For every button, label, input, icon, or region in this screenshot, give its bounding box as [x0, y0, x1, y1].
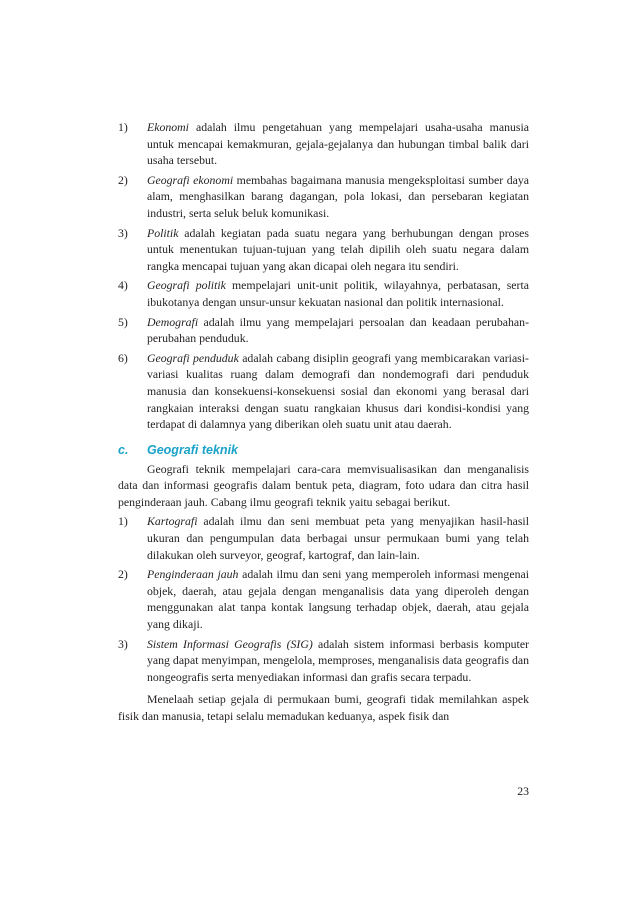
item-term: Demografi [147, 314, 199, 329]
item-number: 4) [118, 278, 128, 293]
technique-list [118, 513, 529, 685]
item-text: adalah ilmu dan seni membuat peta yang menyajikan hasil-hasil ukuran dan pengumpulan data berbagai unsur permukaan bumi yang telah dilakukan oleh surveyor, geograf, kartograf, dan lain-lain. [147, 514, 529, 562]
item-term: Sistem Informasi Geografis (SIG) [147, 636, 313, 651]
item-term: Geografi penduduk [147, 350, 239, 365]
page-content [118, 119, 529, 728]
item-text: membahas bagaimana manusia mengeksploitasi sumber daya alam, menghasilkan barang dagangan, pola lokasi, dan persebaran kegiatan industri, serta seluk beluk komunikasi. [147, 172, 529, 220]
closing-paragraph: Menelaah setiap gejala di permukaan bumi, geografi tidak memilahkan aspek fisik dan manusia, tetapi selalu memadukan keduanya, aspek fisik dan [118, 692, 529, 723]
page-number: 23 [517, 784, 529, 798]
item-term: Politik [147, 225, 179, 240]
list-item [118, 636, 529, 686]
item-text: adalah ilmu yang mempelajari persoalan dan keadaan perubahan-perubahan penduduk. [147, 314, 529, 346]
item-number: 6) [118, 350, 128, 365]
item-term: Kartografi [147, 514, 198, 529]
geography-list [118, 119, 529, 433]
item-text: adalah ilmu pengetahuan yang mempelajari usaha-usaha manusia untuk mencapai kemakmuran, gejala-gejalanya dan hubungan timbal balik dari usaha tersebut. [147, 120, 529, 168]
item-text: adalah sistem informasi berbasis komputer yang dapat menyimpan, mengelola, memproses, menganalisis data geografis dan nongeografis serta menyediakan informasi dan grafis secara terpadu. [147, 636, 529, 684]
list-item [118, 119, 529, 169]
section-letter: c. [118, 442, 129, 457]
section-heading [118, 441, 529, 459]
item-number: 2) [118, 172, 128, 187]
item-term: Penginderaan jauh [147, 567, 239, 582]
list-item [118, 350, 529, 433]
item-number: 2) [118, 567, 128, 582]
list-item [118, 225, 529, 275]
list-item [118, 277, 529, 310]
item-text: adalah ilmu dan seni yang memperoleh informasi mengenai objek, daerah, atau gejala dengan menganalisis data yang diperoleh dengan menggunakan alat tanpa kontak langsung terhadap objek, daerah, atau gejala yang dikaji. [147, 567, 529, 632]
item-number: 3) [118, 636, 128, 651]
item-number: 5) [118, 314, 128, 329]
item-number: 3) [118, 225, 128, 240]
item-number: 1) [118, 514, 128, 529]
list-item [118, 172, 529, 222]
item-number: 1) [118, 120, 128, 134]
list-item [118, 513, 529, 563]
section-title: Geografi teknik [147, 442, 238, 457]
item-text: adalah kegiatan pada suatu negara yang berhubungan dengan proses untuk menentukan tujuan-tujuan yang telah dipilih oleh suatu negara dalam rangka mencapai tujuan yang akan dicapai oleh negara itu sendiri. [147, 225, 529, 273]
item-term: Geografi politik [147, 278, 226, 293]
list-item [118, 566, 529, 632]
item-text: mempelajari unit-unit politik, wilayahnya, perbatasan, serta ibukotanya dengan unsur-unsur kekuatan nasional dan politik internasional. [147, 278, 529, 309]
intro-paragraph: Geografi teknik mempelajari cara-cara memvisualisasikan dan menganalisis data dan informasi geografis dalam bentuk peta, diagram, foto udara dan citra hasil penginderaan jauh. Cabang ilmu geografi teknik yaitu sebagai berikut. [118, 461, 529, 509]
item-term: Ekonomi [147, 120, 189, 134]
item-term: Geografi ekonomi [147, 172, 234, 187]
list-item [118, 314, 529, 347]
item-text: adalah cabang disiplin geografi yang membicarakan variasi-variasi kualitas ruang dalam demografi dan nondemografi dari penduduk manusia dan konsekuensi-konsekuensi sosial dan ekonomi yang berasal dari rangkaian interaksi dengan suatu rangkaian khusus dari kondisi-kondisi yang terdapat di dalamnya yang diberikan oleh suatu unit atau daerah. [147, 350, 529, 432]
